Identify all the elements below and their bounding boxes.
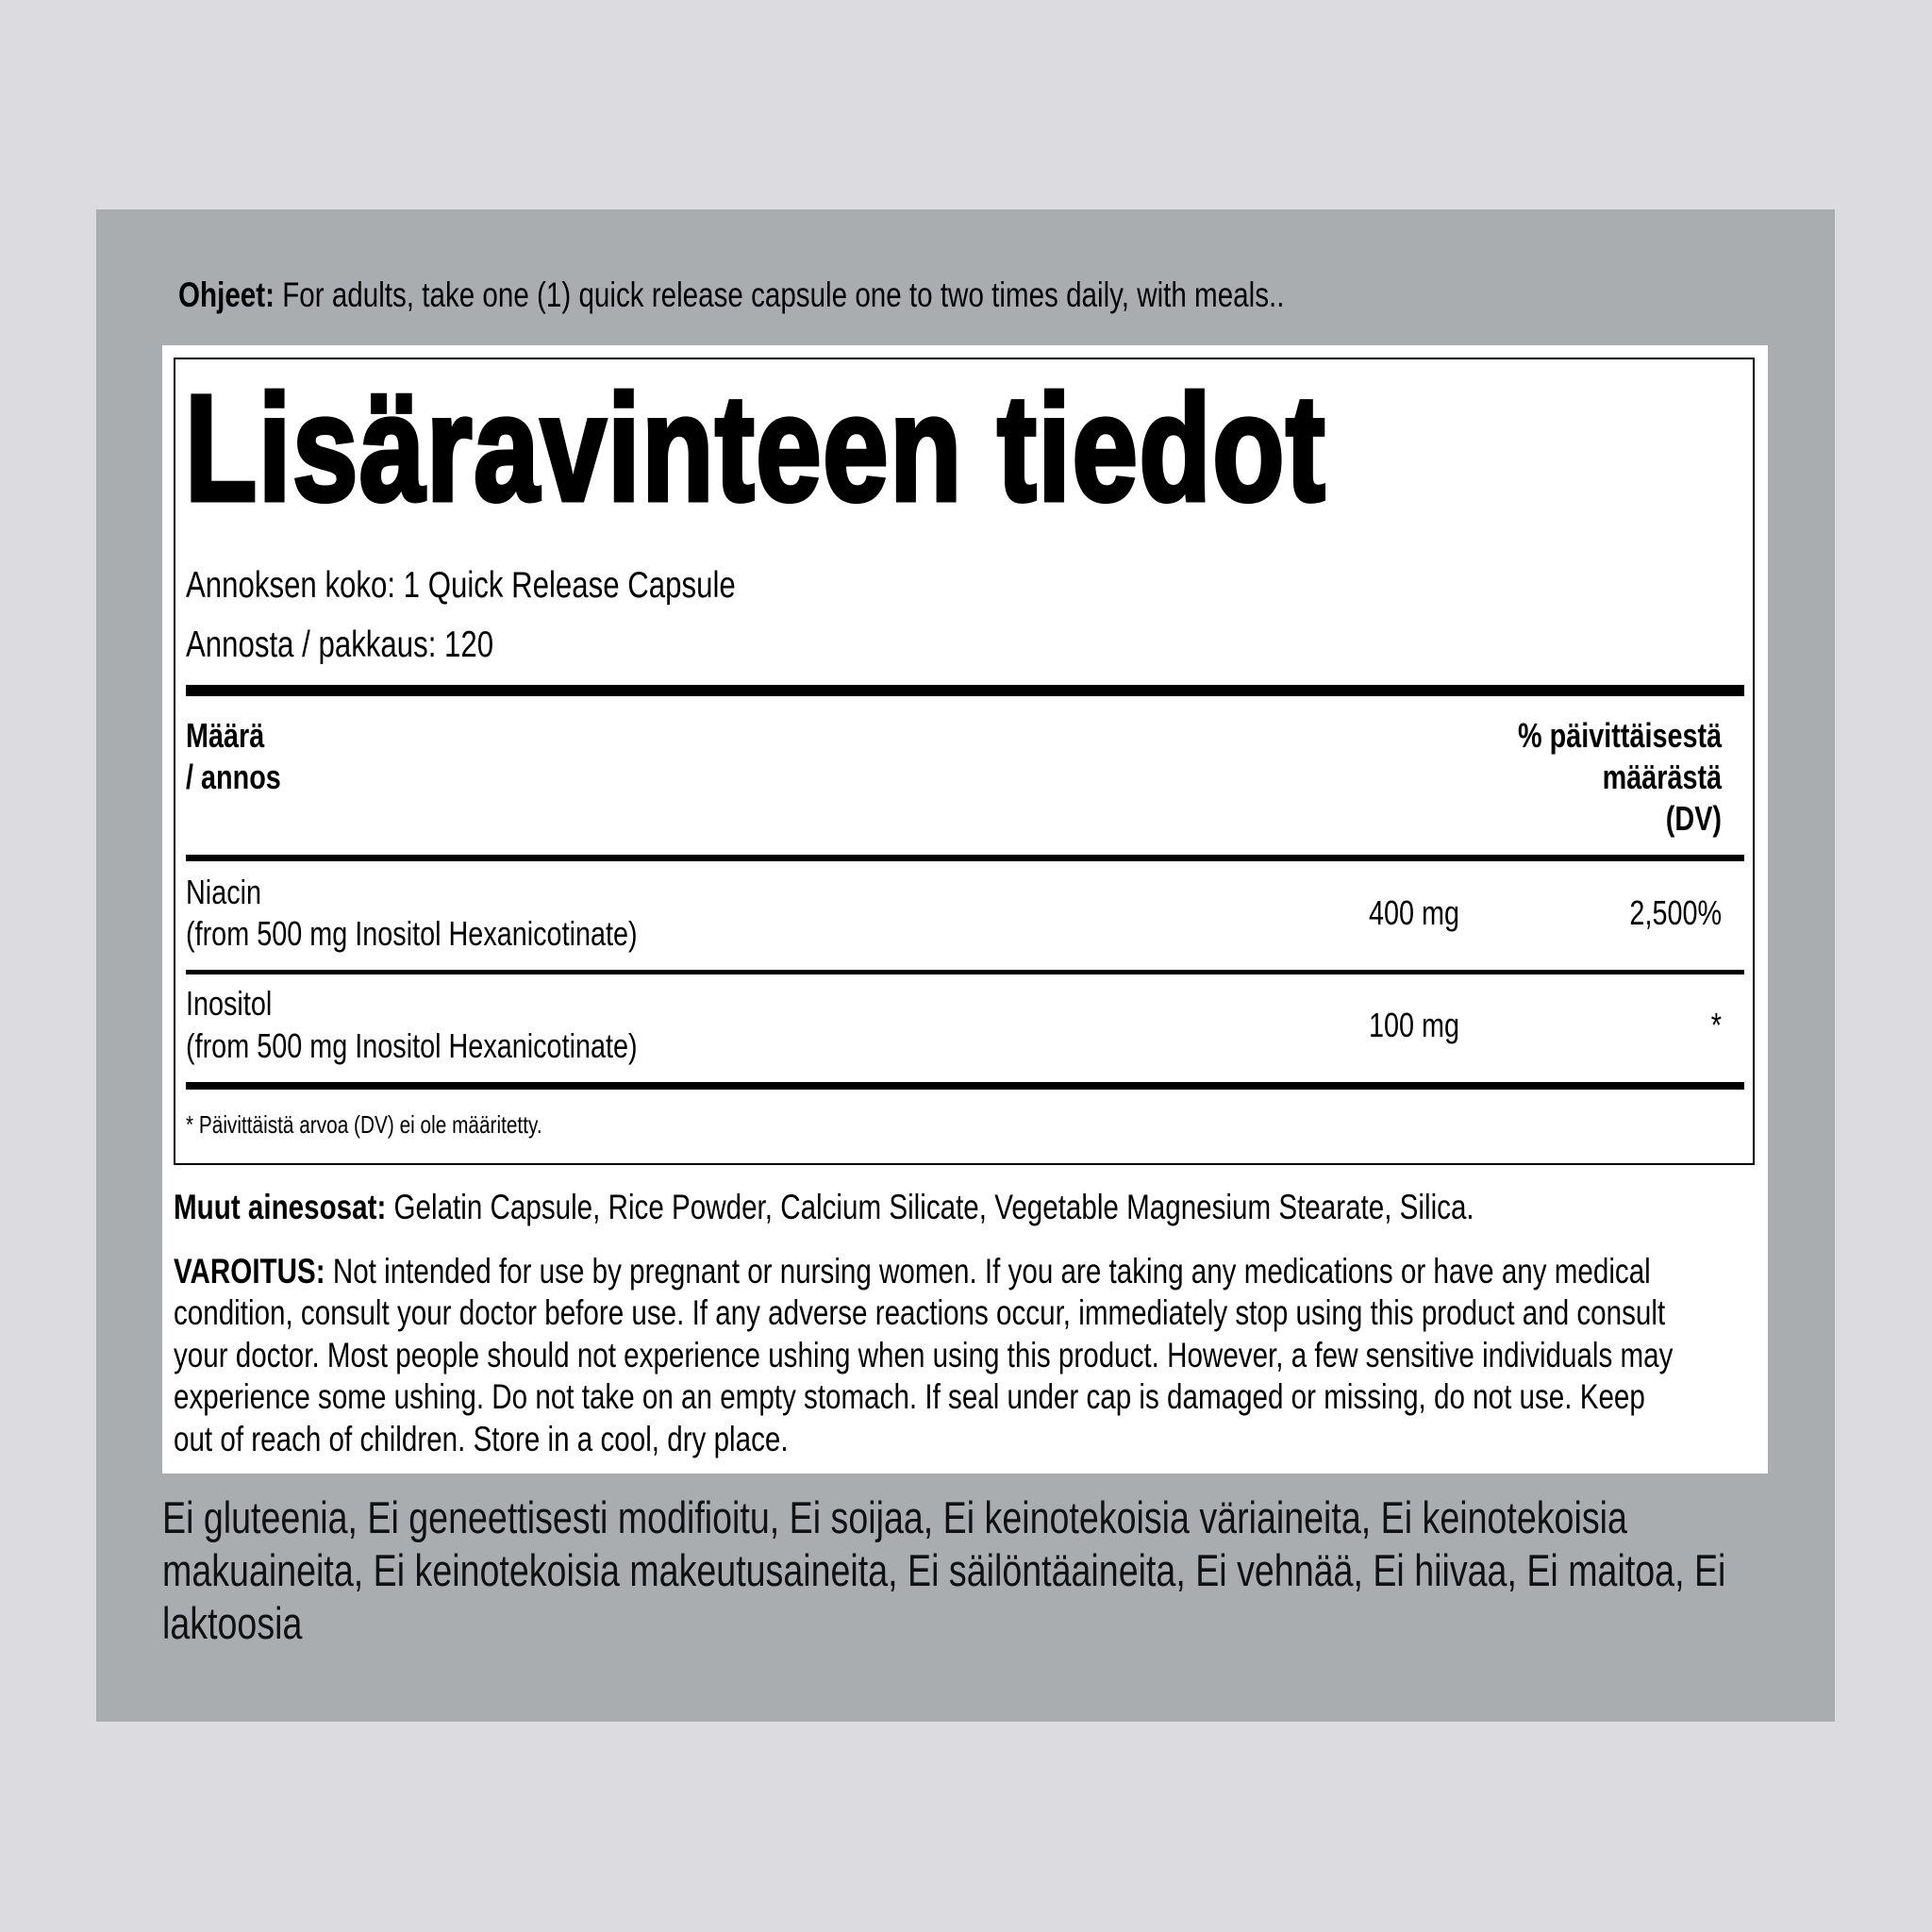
warning-line: out of reach of children. Store in a cool, dry place. <box>174 1420 789 1458</box>
nutrient-amount: 100 mg <box>1369 1006 1460 1044</box>
other-ingredients-label: Muut ainesosat: <box>174 1188 387 1226</box>
warning-line: condition, consult your doctor before use. If any adverse reactions occur, immediately stop using this product and consult <box>174 1293 1666 1332</box>
footnote: * Päivittäistä arvoa (DV) ei ole määritetty. <box>186 1110 542 1139</box>
amount-header-1: Määrä <box>186 716 265 755</box>
warning-line: experience some ushing. Do not take on an empty stomach. If seal under cap is damaged or missing, do not use. Keep <box>174 1377 1645 1416</box>
nutrient-source: (from 500 mg Inositol Hexanicotinate) <box>186 914 638 953</box>
divider-row <box>186 970 1744 974</box>
nutrient-amount: 400 mg <box>1369 893 1460 932</box>
amount-header-2: / annos <box>186 758 281 796</box>
free-from-line: makuaineita, Ei keinotekoisia makeutusaineita, Ei säilöntäaineita, Ei vehnää, Ei hiivaa, Ei maitoa, Ei <box>162 1545 1726 1595</box>
other-ingredients-text: Gelatin Capsule, Rice Powder, Calcium Silicate, Vegetable Magnesium Stearate, Silica. <box>393 1188 1474 1226</box>
dv-header-3: (DV) <box>1665 799 1722 838</box>
other-ingredients <box>174 1190 1474 1224</box>
dv-header-1: % päivittäisestä <box>1517 716 1722 755</box>
warning-label: VAROITUS: <box>174 1252 325 1291</box>
directions-text: For adults, take one (1) quick release capsule one to two times daily, with meals.. <box>282 275 1285 314</box>
directions-label: Ohjeet: <box>178 275 275 314</box>
nutrient-name: Inositol <box>186 984 273 1023</box>
nutrient-source: (from 500 mg Inositol Hexanicotinate) <box>186 1026 638 1065</box>
warning-text: Not intended for use by pregnant or nursing women. If you are taking any medications or have any medical <box>332 1252 1651 1291</box>
facts-title: Lisäravinteen tiedot <box>185 363 1327 532</box>
serving-size: Annoksen koko: 1 Quick Release Capsule <box>186 565 736 606</box>
dv-header-2: määrästä <box>1602 758 1722 796</box>
warning-line <box>174 1254 1651 1289</box>
divider-medium <box>186 855 1744 861</box>
nutrient-dv: * <box>1710 1006 1722 1044</box>
warning-line: your doctor. Most people should not experience ushing when using this product. However, a few sensitive individuals may <box>174 1336 1674 1374</box>
free-from-line: laktoosia <box>162 1598 303 1648</box>
nutrient-dv: 2,500% <box>1629 893 1722 932</box>
servings-per-container: Annosta / pakkaus: 120 <box>186 625 494 665</box>
directions <box>178 277 1284 312</box>
nutrient-name: Niacin <box>186 873 262 911</box>
divider-thick <box>186 685 1744 696</box>
divider-thick-bottom <box>186 1082 1744 1090</box>
free-from-line: Ei gluteenia, Ei geneettisesti modifioitu, Ei soijaa, Ei keinotekoisia väriaineita, Ei keinotekoisia <box>162 1492 1627 1542</box>
